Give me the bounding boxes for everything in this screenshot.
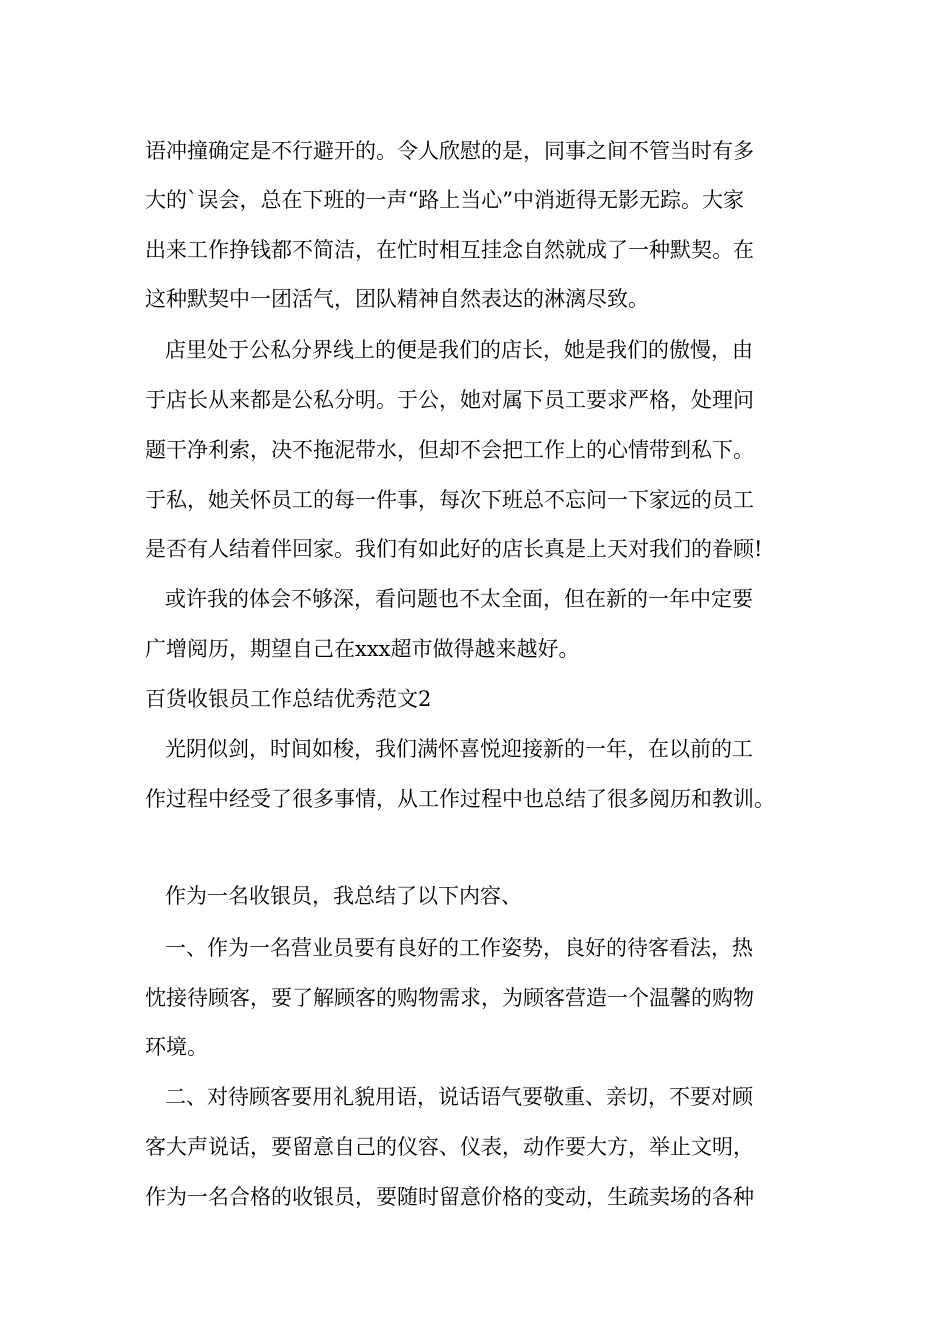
paragraph-first-line: 作为一名收银员，我总结了以下内容、 <box>165 884 522 908</box>
paragraph-first-line: 一、作为一名营业员要有良好的工作姿势，良好的待客看法，热 <box>165 936 753 960</box>
text-line: 这种默契中一团活气，团队精神自然表达的淋漓尽致。 <box>145 287 649 311</box>
paragraph-first-line: 店里处于公私分界线上的便是我们的店长，她是我们的傲慢，由 <box>165 338 753 362</box>
section-heading: 百货收银员工作总结优秀范文2 <box>145 687 432 711</box>
text-line: 题干净利索，决不拖泥带水，但却不会把工作上的心情带到私下。 <box>145 438 754 462</box>
paragraph-first-line: 二、对待顾客要用礼貌用语，说话语气要敬重、亲切，不要对顾 <box>165 1085 753 1109</box>
text-line: 于店长从来都是公私分明。于公，她对属下员工要求严格，处理问 <box>145 388 754 412</box>
text-line: 广增阅历，期望自己在xxx超市做得越来越好。 <box>145 637 580 661</box>
text-line: 客大声说话，要留意自己的仪容、仪表，动作要大方，举止文明， <box>145 1135 754 1159</box>
paragraph-first-line: 或许我的体会不够深，看问题也不太全面，但在新的一年中定要 <box>165 587 753 611</box>
text-line: 于私，她关怀员工的每一件事，每次下班总不忘问一下家远的员工 <box>145 488 754 512</box>
text-line: 大的`误会，总在下班的一声“路上当心”中消逝得无影无踪。大家 <box>145 188 744 212</box>
text-line: 作为一名合格的收银员，要随时留意价格的变动，生疏卖场的各种 <box>145 1185 754 1209</box>
text-line: 作过程中经受了很多事情，从工作过程中也总结了很多阅历和教训。 <box>145 787 775 811</box>
text-line: 忱接待顾客，要了解顾客的购物需求，为顾客营造一个温馨的购物 <box>145 986 754 1010</box>
text-line: 是否有人结着伴回家。我们有如此好的店长真是上天对我们的眷顾! <box>145 537 763 561</box>
text-line: 环境。 <box>145 1035 208 1059</box>
text-line: 语冲撞确定是不行避开的。令人欣慰的是，同事之间不管当时有多 <box>145 139 754 163</box>
text-line: 出来工作挣钱都不简洁，在忙时相互挂念自然就成了一种默契。在 <box>145 238 754 262</box>
paragraph-first-line: 光阴似剑，时间如梭，我们满怀喜悦迎接新的一年，在以前的工 <box>165 737 753 761</box>
